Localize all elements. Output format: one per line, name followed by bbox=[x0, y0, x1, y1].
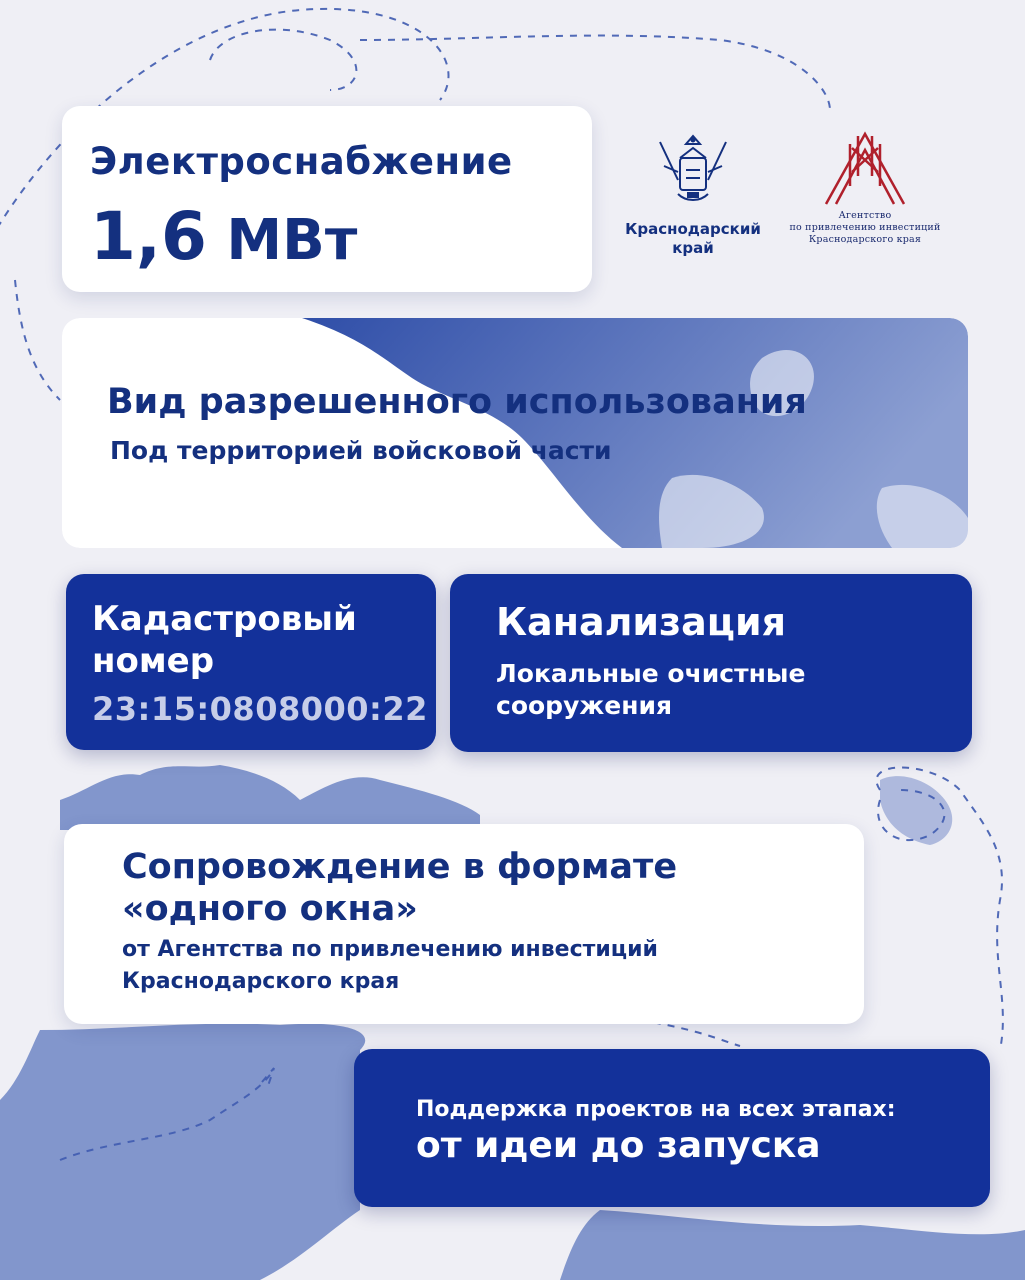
permitted-use-value: Под территорией войсковой части bbox=[110, 436, 612, 465]
power-value-unit: МВт bbox=[226, 208, 358, 273]
sewerage-value: Локальные очистные сооружения bbox=[496, 659, 806, 720]
agency-emblem-icon bbox=[822, 126, 908, 206]
agency-logo-line1: Агентство bbox=[838, 210, 892, 221]
project-support-card bbox=[354, 1049, 990, 1207]
permitted-use-card bbox=[62, 318, 968, 548]
power-supply-card bbox=[62, 106, 592, 292]
coat-of-arms-icon bbox=[650, 130, 736, 216]
permitted-use-map bbox=[62, 318, 968, 548]
power-supply-value bbox=[90, 198, 357, 275]
project-support-subtitle: Поддержка проектов на всех этапах: bbox=[416, 1097, 896, 1122]
krasnodar-krai-logo bbox=[618, 130, 768, 260]
agency-logo-line2: по привлечению инвестиций bbox=[789, 222, 941, 233]
one-window-card bbox=[64, 824, 864, 1024]
cadastral-number-value: 23:15:0808000:22 bbox=[92, 690, 428, 728]
cadastral-number-title: Кадастровый номер bbox=[92, 599, 357, 681]
one-window-subtitle: от Агентства по привлечению инвестиций Краснодарского края bbox=[122, 937, 658, 994]
krai-logo-line2: край bbox=[672, 239, 714, 257]
permitted-use-title: Вид разрешенного использования bbox=[107, 382, 807, 422]
sewerage-title: Канализация bbox=[496, 600, 786, 644]
krai-logo-line1: Краснодарский bbox=[625, 220, 761, 238]
agency-logo-line3: Краснодарского края bbox=[808, 234, 922, 245]
sewerage-card bbox=[450, 574, 972, 752]
power-supply-title: Электроснабжение bbox=[90, 140, 513, 183]
cadastral-number-card bbox=[66, 574, 436, 750]
agency-logo bbox=[770, 126, 960, 256]
one-window-title: Сопровождение в формате «одного окна» bbox=[122, 847, 678, 929]
project-support-title: от идеи до запуска bbox=[416, 1125, 821, 1166]
power-value-number: 1,6 bbox=[90, 198, 207, 275]
